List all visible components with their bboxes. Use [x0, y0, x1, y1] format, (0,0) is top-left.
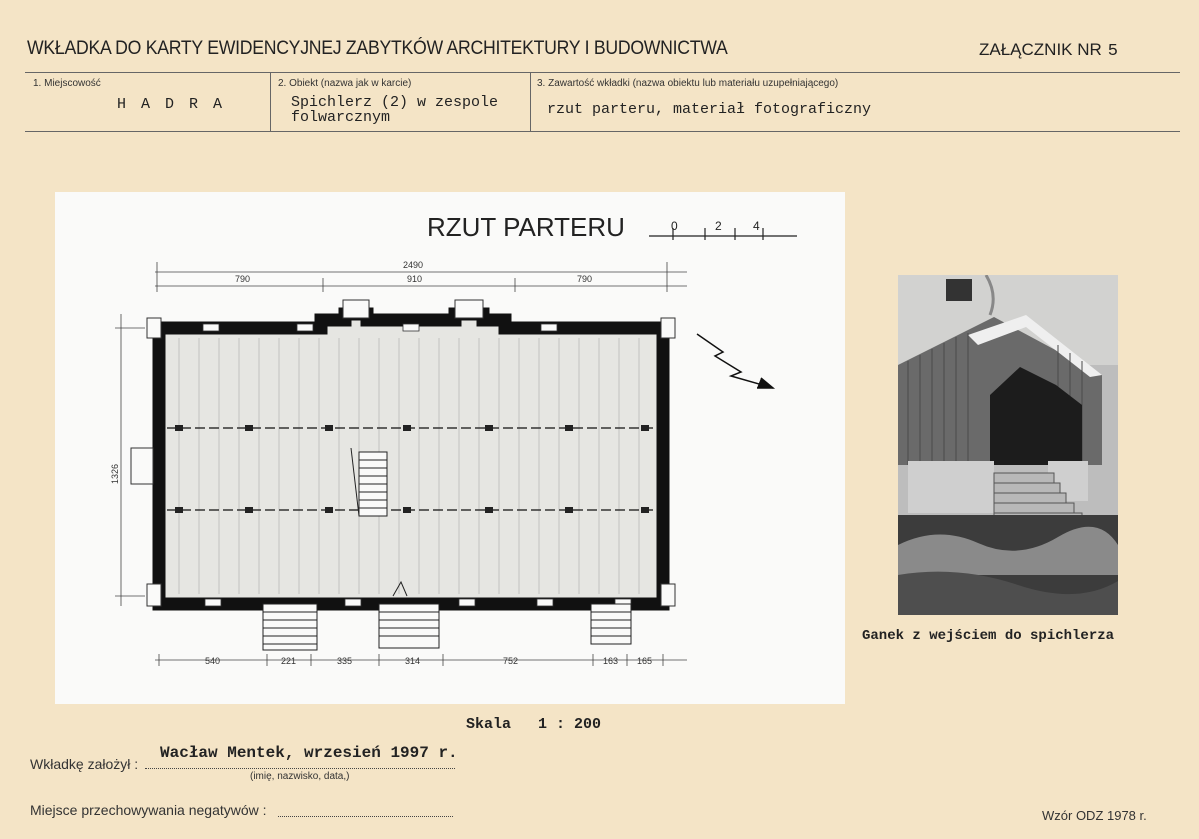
locality-value: H A D R A	[117, 96, 226, 113]
floor-plan-sheet	[55, 192, 845, 704]
author-dotted-line	[145, 767, 455, 769]
dim-bottom-6: 163	[603, 656, 619, 666]
author-label: Wkładkę założył :	[30, 756, 139, 772]
object-value-line2: folwarcznym	[291, 109, 391, 126]
dim-bottom-7: 165	[637, 656, 653, 666]
author-hint: (imię, nazwisko, data,)	[250, 771, 350, 782]
attachment-number: 5	[1107, 42, 1118, 61]
drawing-scale	[466, 716, 601, 733]
dim-total: 2490	[403, 260, 424, 270]
dim-bottom-1: 540	[205, 656, 221, 666]
dim-bottom-4: 314	[405, 656, 421, 666]
photo-caption: Ganek z wejściem do spichlerza	[862, 628, 1115, 644]
table-top-rule	[25, 72, 1180, 73]
scale-tick-0: 0	[671, 219, 678, 233]
dim-bottom-2: 221	[281, 656, 297, 666]
table-bottom-rule	[25, 131, 1180, 132]
dim-top-right: 790	[577, 274, 593, 284]
dim-bottom-3: 335	[337, 656, 353, 666]
negatives-dotted-line	[278, 815, 453, 817]
scale-label: Skala	[466, 716, 512, 733]
form-title: WKŁADKA DO KARTY EWIDENCYJNEJ ZABYTKÓW ARCHITEKTURY I BUDOWNICTWA	[27, 38, 728, 59]
photo-image	[898, 275, 1118, 615]
object-value-line1: Spichlerz (2) w zespole	[291, 94, 499, 111]
dim-side: 1326	[110, 463, 120, 484]
content-label: 3. Zawartość wkładki (nazwa obiektu lub materiału uzupełniającego)	[537, 78, 839, 89]
table-divider	[530, 72, 531, 131]
table-divider	[270, 72, 271, 131]
content-value: rzut parteru, materiał fotograficzny	[547, 101, 872, 118]
attachment-label-text: ZAŁĄCZNIK NR	[979, 40, 1102, 59]
negatives-label: Miejsce przechowywania negatywów :	[30, 802, 267, 818]
scale-value: 1 : 200	[538, 716, 602, 733]
building-walls	[131, 300, 675, 606]
dim-bottom-5: 752	[503, 656, 519, 666]
scale-tick-2: 2	[715, 219, 722, 233]
locality-label: 1. Miejscowość	[33, 78, 101, 89]
scale-tick-4: 4	[753, 219, 760, 233]
attachment-label	[979, 40, 1118, 61]
dim-top-middle: 910	[407, 274, 423, 284]
plan-title: RZUT PARTERU	[427, 212, 625, 242]
granary-porch-photo	[898, 275, 1118, 615]
object-label: 2. Obiekt (nazwa jak w karcie)	[278, 78, 412, 89]
north-arrow-icon	[697, 334, 773, 388]
form-code: Wzór ODZ 1978 r.	[1042, 808, 1147, 823]
floor-plan-drawing	[55, 192, 845, 704]
author-value: Wacław Mentek, wrzesień 1997 r.	[160, 744, 458, 762]
dim-top-left: 790	[235, 274, 251, 284]
